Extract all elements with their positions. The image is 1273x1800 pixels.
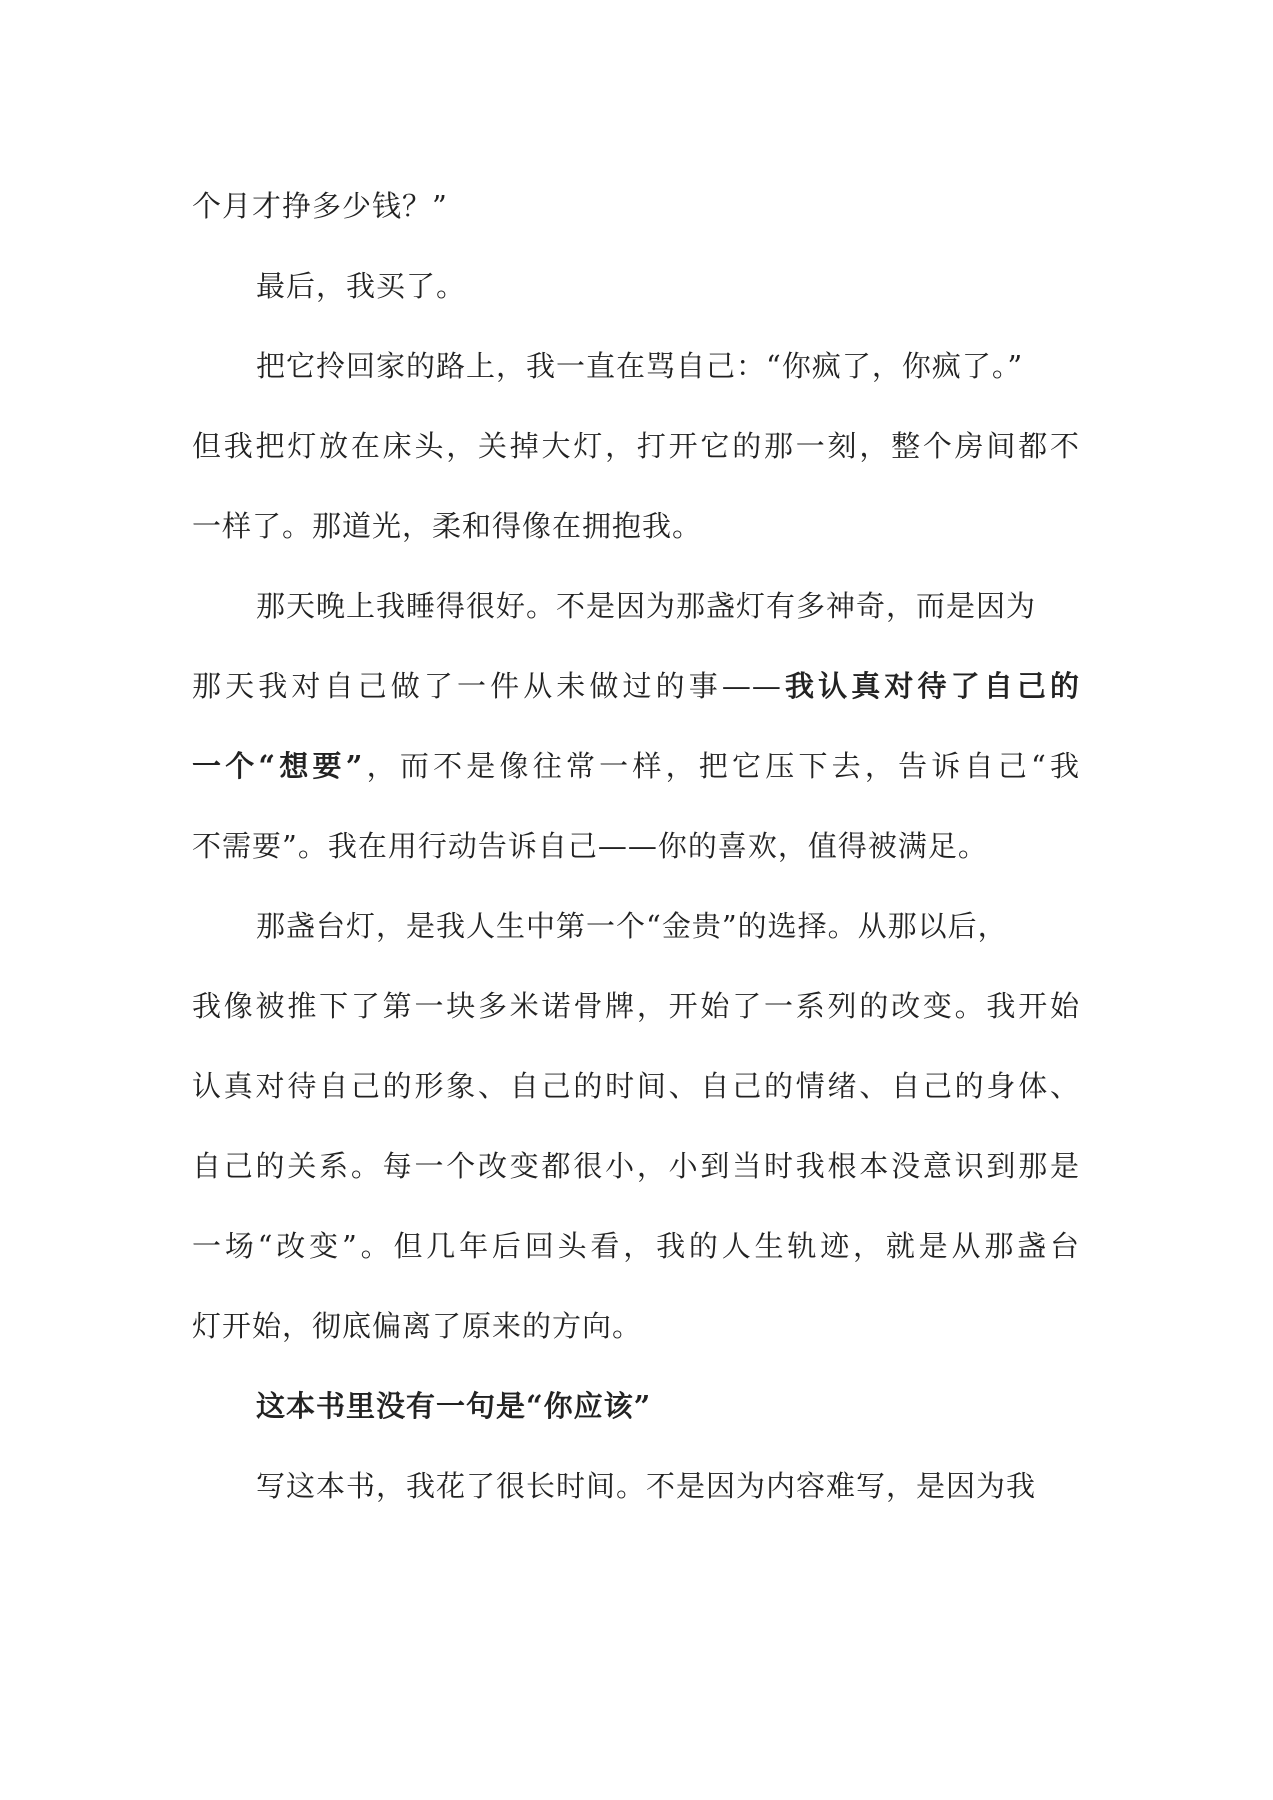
text-segment: 那天我对自己做了一件从未做过的事—— [192, 669, 782, 703]
text-segment: 那盏台灯，是我人生中第一个“金贵”的选择。从那以后， [256, 909, 1008, 943]
text-segment: 一样了。那道光，柔和得像在拥抱我。 [192, 509, 703, 543]
bold-text-segment: 我认真对待了自己的 [781, 669, 1080, 703]
text-segment: 我像被推下了第一块多米诺骨牌，开始了一系列的改变。我开始 [192, 989, 1080, 1023]
text-segment: 个月才挣多少钱？” [192, 189, 448, 223]
text-line [192, 1206, 1080, 1286]
text-line [192, 646, 1080, 726]
bold-text-segment: 一个“想要” [192, 749, 364, 783]
text-line [192, 566, 1080, 646]
text-line [192, 166, 1080, 246]
text-line [192, 1046, 1080, 1126]
text-line [192, 486, 1080, 566]
text-line [192, 1286, 1080, 1366]
text-segment: ，而不是像往常一样，把它压下去，告诉自己“我 [363, 749, 1080, 783]
text-segment: 灯开始，彻底偏离了原来的方向。 [192, 1309, 643, 1343]
text-line [192, 1446, 1080, 1526]
text-segment: 认真对待自己的形象、自己的时间、自己的情绪、自己的身体、 [192, 1069, 1080, 1103]
text-line [192, 806, 1080, 886]
text-line [192, 406, 1080, 486]
text-line [192, 246, 1080, 326]
text-segment: 那天晚上我睡得很好。不是因为那盏灯有多神奇，而是因为 [256, 589, 1037, 623]
text-segment: 自己的关系。每一个改变都很小，小到当时我根本没意识到那是 [192, 1149, 1080, 1183]
text-segment: 把它拎回家的路上，我一直在骂自己：“你疯了，你疯了。” [256, 349, 1024, 383]
text-line [192, 966, 1080, 1046]
section-heading [192, 1366, 1080, 1446]
text-segment: 不需要”。我在用行动告诉自己——你的喜欢，值得被满足。 [192, 829, 988, 863]
body-text [192, 166, 1080, 1526]
text-segment: 写这本书，我花了很长时间。不是因为内容难写，是因为我 [256, 1469, 1037, 1503]
text-segment: 一场“改变”。但几年后回头看，我的人生轨迹，就是从那盏台 [192, 1229, 1080, 1263]
text-line [192, 886, 1080, 966]
text-line [192, 1126, 1080, 1206]
bold-text-segment: 这本书里没有一句是“你应该” [256, 1389, 652, 1423]
text-line [192, 326, 1080, 406]
text-segment: 最后，我买了。 [256, 269, 467, 303]
text-segment: 但我把灯放在床头，关掉大灯，打开它的那一刻，整个房间都不 [192, 429, 1080, 463]
text-line [192, 726, 1080, 806]
